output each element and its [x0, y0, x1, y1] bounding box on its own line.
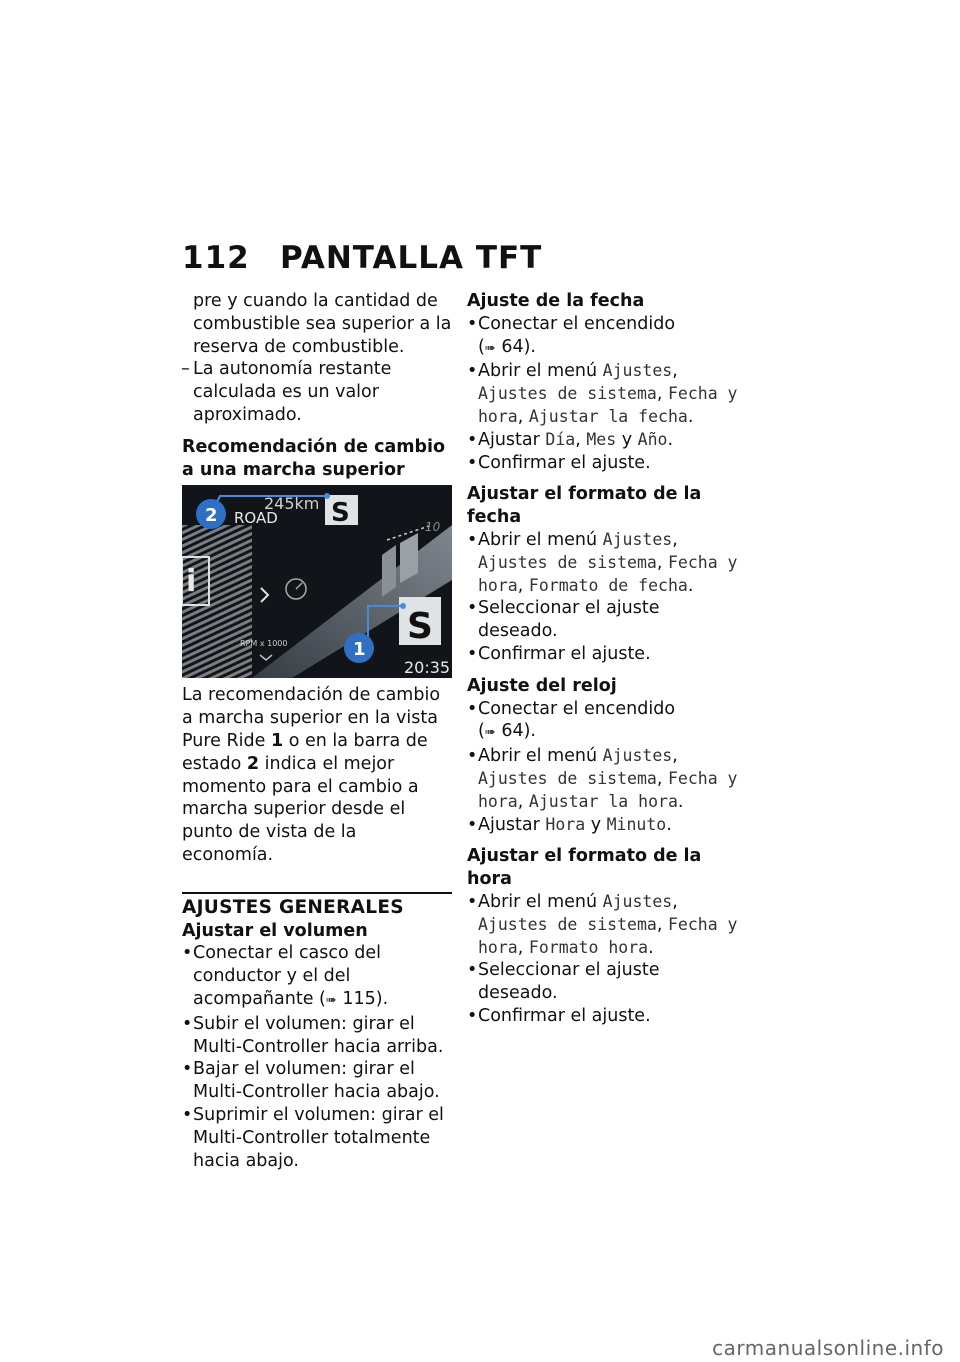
list-item: • Conectar el encendido (➠ 64).: [467, 313, 742, 361]
list-item: • Confirmar el ajuste.: [467, 1005, 742, 1028]
list-item: • Abrir el menú Ajustes, Ajustes de sistema, Fecha y hora, Formato de fecha.: [467, 529, 742, 597]
dash-item: – La autonomía restante calculada es un valor aproximado.: [182, 358, 452, 426]
arrow-ref-icon: ➠: [484, 340, 496, 356]
list-item: • Abrir el menú Ajustes, Ajustes de sistema, Fecha y hora, Ajustar la hora.: [467, 745, 742, 813]
gear-indicator-main: S: [407, 606, 433, 648]
list-item: • Abrir el menú Ajustes, Ajustes de sistema, Fecha y hora, Formato hora.: [467, 891, 742, 959]
left-column: [182, 290, 452, 1172]
heading-volume: Ajustar el volumen: [182, 920, 368, 941]
heading-clock: Ajuste del reloj: [467, 675, 617, 696]
clock-readout: 20:35: [404, 658, 451, 678]
svg-text:i: i: [186, 564, 197, 600]
shift-recommendation-text: La recomendación de cambio a marcha superior en la vista Pure Ride 1 o en la barra de estado 2 indica el mejor momento para el cambio a marcha superior desde el punto de vista de la economía.: [182, 685, 441, 865]
section-heading: AJUSTES GENERALES: [182, 892, 452, 920]
heading-date: Ajuste de la fecha: [467, 291, 645, 311]
gear-indicator-status: S: [331, 498, 350, 529]
riding-mode: ROAD: [234, 509, 278, 528]
watermark: carmanualsonline.info: [712, 1336, 944, 1360]
tft-screen-figure: [182, 485, 452, 678]
range-readout: 245km: [264, 494, 320, 514]
list-item: • Bajar el volumen: girar el Multi-Controller hacia abajo.: [182, 1058, 452, 1104]
arrow-ref-icon: ➠: [484, 725, 496, 741]
list-item: • Ajustar Día, Mes y Año.: [467, 429, 742, 452]
heading-date-format: Ajustar el formato de la fecha: [467, 484, 702, 528]
list-item: • Abrir el menú Ajustes, Ajustes de sistema, Fecha y hora, Ajustar la fecha.: [467, 360, 742, 428]
paragraph-continuation: pre y cuando la cantidad de combustible sea superior a la reserva de combustible.: [193, 291, 452, 357]
list-item: • Confirmar el ajuste.: [467, 643, 742, 666]
list-item: • Seleccionar el ajuste deseado.: [467, 959, 742, 1005]
page-header: [182, 240, 542, 276]
callout-badge-1: 1: [353, 639, 366, 661]
list-item: • Subir el volumen: girar el Multi-Controller hacia arriba.: [182, 1013, 452, 1059]
page-number: 112: [182, 240, 250, 276]
list-item: • Confirmar el ajuste.: [467, 452, 742, 475]
list-item: • Conectar el encendido (➠ 64).: [467, 698, 742, 746]
list-item: • Suprimir el volumen: girar el Multi-Controller totalmente hacia abajo.: [182, 1104, 452, 1172]
heading-shift-recommendation: Recomendación de cambio a una marcha superior: [182, 436, 446, 480]
rpm-label: RPM x 1000: [240, 639, 288, 649]
heading-time-format: Ajustar el formato de la hora: [467, 846, 702, 890]
callout-badge-2: 2: [205, 505, 218, 527]
list-item: • Conectar el casco del conductor y el del acompañante (➠ 115).: [182, 942, 452, 1012]
arrow-ref-icon: ➠: [325, 992, 337, 1008]
page-title: PANTALLA TFT: [280, 240, 543, 276]
right-column: [467, 290, 742, 1028]
rpm-max-tick: 10: [425, 520, 441, 535]
list-item: • Ajustar Hora y Minuto.: [467, 814, 742, 837]
list-item: • Seleccionar el ajuste deseado.: [467, 597, 742, 643]
